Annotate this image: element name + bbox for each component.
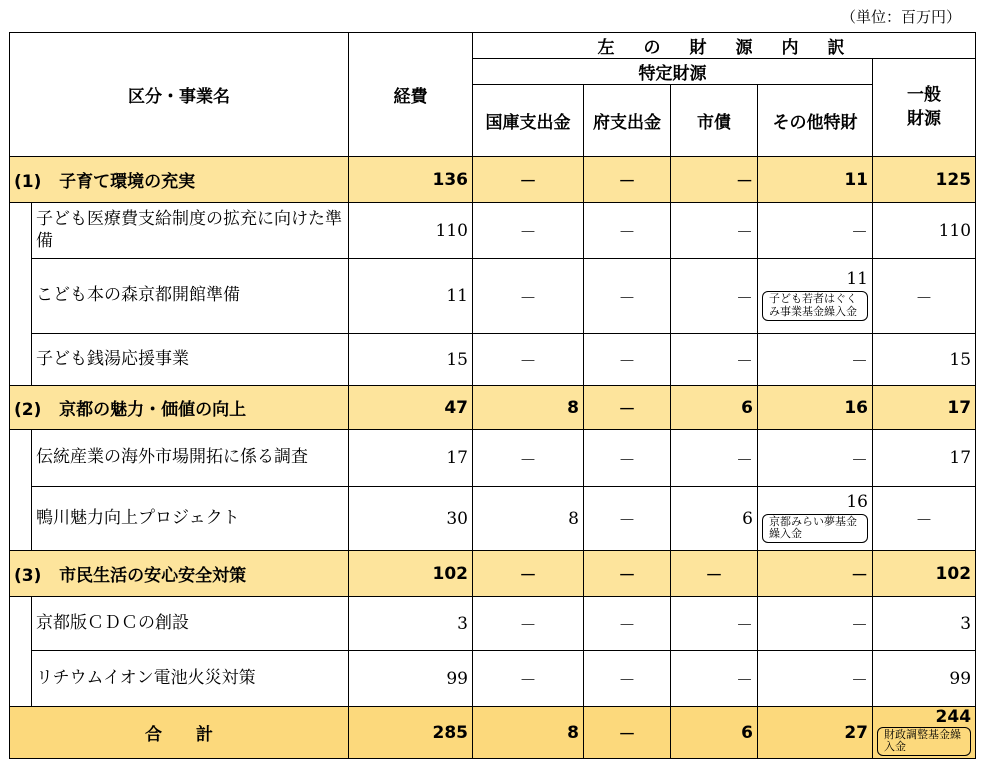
item-prefectural: －	[584, 334, 671, 386]
item-bonds: －	[671, 334, 758, 386]
item-name: 伝統産業の海外市場開拓に係る調査	[32, 430, 349, 487]
section-national: －	[473, 551, 584, 597]
header-cost: 経費	[349, 33, 473, 157]
section-national: 8	[473, 386, 584, 430]
total-national: 8	[473, 707, 584, 759]
item-other-value: 11	[846, 269, 868, 290]
item-national: －	[473, 597, 584, 651]
item-cost: 15	[349, 334, 473, 386]
section-general: 17	[873, 386, 976, 430]
section-general: 125	[873, 157, 976, 203]
header-general	[873, 59, 976, 157]
item-national: －	[473, 430, 584, 487]
header-breakdown: 左 の 財 源 内 訳	[473, 33, 976, 59]
section-cost: 102	[349, 551, 473, 597]
indent-spacer	[10, 259, 32, 334]
item-general: 110	[873, 203, 976, 259]
total-other: 27	[758, 707, 873, 759]
section-prefectural: －	[584, 551, 671, 597]
item-general: －	[873, 259, 976, 334]
total-prefectural: －	[584, 707, 671, 759]
item-prefectural: －	[584, 259, 671, 334]
item-other: －	[758, 597, 873, 651]
budget-table	[9, 32, 976, 759]
item-national: －	[473, 651, 584, 707]
header-bonds: 市債	[671, 85, 758, 157]
item-general: －	[873, 487, 976, 551]
header-category: 区分・事業名	[10, 33, 349, 157]
item-national: －	[473, 203, 584, 259]
section-name: 市民生活の安心安全対策	[59, 566, 247, 586]
item-other-value: 16	[846, 491, 868, 512]
section-name-cell	[10, 551, 349, 597]
item-general: 3	[873, 597, 976, 651]
header-general-line2: 財源	[907, 108, 942, 129]
unit-label: （単位：百万円）	[840, 8, 961, 26]
section-other: 16	[758, 386, 873, 430]
item-general: 15	[873, 334, 976, 386]
section-bonds: －	[671, 551, 758, 597]
section-other: 11	[758, 157, 873, 203]
item-other: －	[758, 430, 873, 487]
header-national: 国庫支出金	[473, 85, 584, 157]
item-general: 99	[873, 651, 976, 707]
section-number: (3)	[14, 566, 42, 586]
indent-spacer	[10, 203, 32, 259]
item-row	[10, 334, 976, 386]
item-row	[10, 597, 976, 651]
item-row	[10, 259, 976, 334]
item-national: －	[473, 259, 584, 334]
item-cost: 110	[349, 203, 473, 259]
total-label: 合 計	[10, 707, 349, 759]
item-name: こども本の森京都開館準備	[32, 259, 349, 334]
section-name: 子育て環境の充実	[59, 172, 196, 192]
item-other: －	[758, 651, 873, 707]
item-cost: 11	[349, 259, 473, 334]
total-row	[10, 707, 976, 759]
item-bonds: －	[671, 430, 758, 487]
item-row	[10, 203, 976, 259]
section-name-cell	[10, 386, 349, 430]
section-name-cell	[10, 157, 349, 203]
section-prefectural: －	[584, 157, 671, 203]
section-name: 京都の魅力・価値の向上	[59, 400, 247, 420]
item-bonds: －	[671, 203, 758, 259]
item-other: －	[758, 334, 873, 386]
item-cost: 17	[349, 430, 473, 487]
item-bonds: －	[671, 259, 758, 334]
total-bonds: 6	[671, 707, 758, 759]
section-general: 102	[873, 551, 976, 597]
item-name: 子ども銭湯応援事業	[32, 334, 349, 386]
total-cost: 285	[349, 707, 473, 759]
funding-note: 京都みらい夢基金繰入金	[762, 514, 868, 543]
item-bonds: －	[671, 597, 758, 651]
item-prefectural: －	[584, 651, 671, 707]
section-cost: 47	[349, 386, 473, 430]
item-general: 17	[873, 430, 976, 487]
item-other	[758, 487, 873, 551]
item-prefectural: －	[584, 203, 671, 259]
item-cost: 30	[349, 487, 473, 551]
section-row-2	[10, 386, 976, 430]
item-name: 京都版ＣＤＣの創設	[32, 597, 349, 651]
header-general-line1: 一般	[907, 84, 942, 105]
funding-note: 子ども若者はぐくみ事業基金繰入金	[762, 291, 868, 320]
total-general-value: 244	[935, 706, 972, 727]
section-number: (1)	[14, 172, 42, 192]
indent-spacer	[10, 487, 32, 551]
item-row	[10, 430, 976, 487]
section-prefectural: －	[584, 386, 671, 430]
item-cost: 99	[349, 651, 473, 707]
section-number: (2)	[14, 400, 42, 420]
item-bonds: －	[671, 651, 758, 707]
header-row-1	[10, 33, 976, 59]
indent-spacer	[10, 430, 32, 487]
indent-spacer	[10, 597, 32, 651]
header-other: その他特財	[758, 85, 873, 157]
item-row	[10, 487, 976, 551]
item-name: 鴨川魅力向上プロジェクト	[32, 487, 349, 551]
section-bonds: 6	[671, 386, 758, 430]
section-cost: 136	[349, 157, 473, 203]
header-specific: 特定財源	[473, 59, 873, 85]
indent-spacer	[10, 651, 32, 707]
section-bonds: －	[671, 157, 758, 203]
item-bonds: 6	[671, 487, 758, 551]
item-national: －	[473, 334, 584, 386]
item-name: 子ども医療費支給制度の拡充に向けた準備	[32, 203, 349, 259]
section-row-1	[10, 157, 976, 203]
item-other	[758, 259, 873, 334]
item-row	[10, 651, 976, 707]
item-cost: 3	[349, 597, 473, 651]
item-name: リチウムイオン電池火災対策	[32, 651, 349, 707]
section-row-3	[10, 551, 976, 597]
item-prefectural: －	[584, 487, 671, 551]
item-other: －	[758, 203, 873, 259]
item-national: 8	[473, 487, 584, 551]
item-prefectural: －	[584, 597, 671, 651]
section-other: －	[758, 551, 873, 597]
indent-spacer	[10, 334, 32, 386]
total-general	[873, 707, 976, 759]
funding-note: 財政調整基金繰入金	[877, 727, 971, 756]
item-prefectural: －	[584, 430, 671, 487]
header-prefectural: 府支出金	[584, 85, 671, 157]
section-national: －	[473, 157, 584, 203]
